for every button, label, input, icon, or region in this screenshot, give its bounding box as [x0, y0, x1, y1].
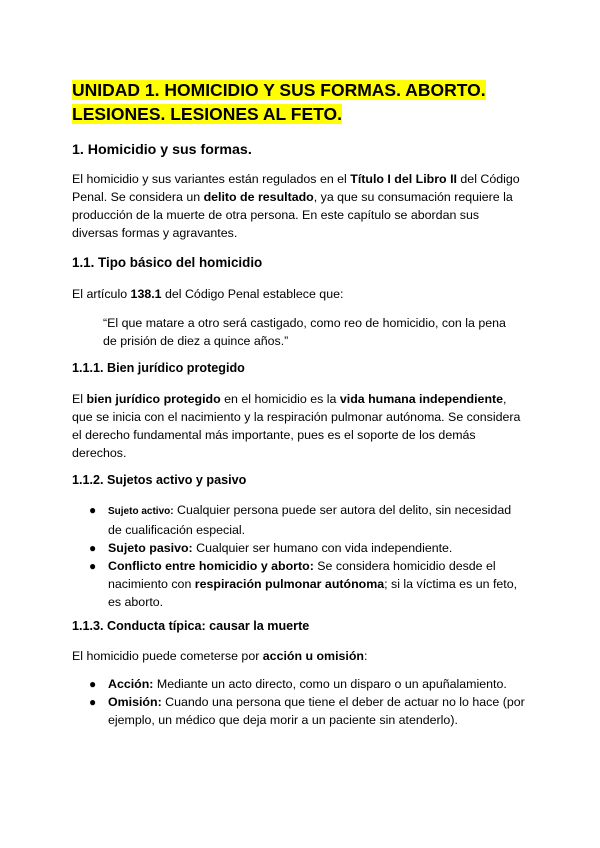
- section-heading-1-1-2: 1.1.2. Sujetos activo y pasivo: [72, 473, 247, 487]
- paragraph-article: El artículo 138.1 del Código Penal establece que:: [72, 287, 344, 301]
- paragraph-intro: El homicidio y sus variantes están regulados en el Título I del Libro II del Código Penal. Se considera un delito de resultado, ya que su consumación requiere la producción de la muerte de otra persona. En este capítulo se abordan sus diversas formas y agravantes.: [72, 172, 520, 240]
- paragraph-bien-juridico: El bien jurídico protegido en el homicidio es la vida humana independiente, que se inicia con el nacimiento y la respiración pulmonar autónoma. Se considera el derecho fundamental más importante, pues es el soporte de los demás derechos.: [72, 392, 521, 460]
- section-heading-1-1-3: 1.1.3. Conducta típica: causar la muerte: [72, 619, 310, 633]
- list-item: ● Sujeto activo: Cualquier persona puede ser autora del delito, sin necesidad de cualificación especial.: [89, 503, 512, 537]
- subjects-list: [72, 501, 528, 611]
- title-line-2: LESIONES. LESIONES AL FETO.: [72, 104, 343, 124]
- section-heading-1-1-1: 1.1.1. Bien jurídico protegido: [72, 361, 245, 375]
- title-line-1: UNIDAD 1. HOMICIDIO Y SUS FORMAS. ABORTO.: [72, 80, 486, 100]
- bullet-icon: ●: [89, 503, 97, 517]
- paragraph-conducta: El homicidio puede cometerse por acción u omisión:: [72, 649, 368, 663]
- bullet-icon: ●: [89, 559, 97, 573]
- bullet-icon: ●: [89, 677, 97, 691]
- list-item: ● Acción: Mediante un acto directo, como un disparo o un apuñalamiento.: [89, 677, 507, 691]
- bullet-icon: ●: [89, 695, 97, 709]
- bullet-icon: ●: [89, 541, 97, 555]
- document-title: [72, 78, 532, 126]
- conduct-list: [72, 675, 528, 729]
- article-quote: “El que matare a otro será castigado, como reo de homicidio, con la pena de prisión de diez a quince años.”: [103, 316, 506, 348]
- list-item: ● Sujeto pasivo: Cualquier ser humano con vida independiente.: [89, 541, 453, 555]
- section-heading-1-1: 1.1. Tipo básico del homicidio: [72, 255, 263, 270]
- list-item: ● Omisión: Cuando una persona que tiene el deber de actuar no lo hace (por ejemplo, un médico que deja morir a un paciente sin atenderlo).: [89, 695, 525, 727]
- list-item: ● Conflicto entre homicidio y aborto: Se considera homicidio desde el nacimiento con respiración pulmonar autónoma; si la víctima es un feto, es aborto.: [89, 559, 518, 609]
- section-heading-1: 1. Homicidio y sus formas.: [72, 142, 252, 158]
